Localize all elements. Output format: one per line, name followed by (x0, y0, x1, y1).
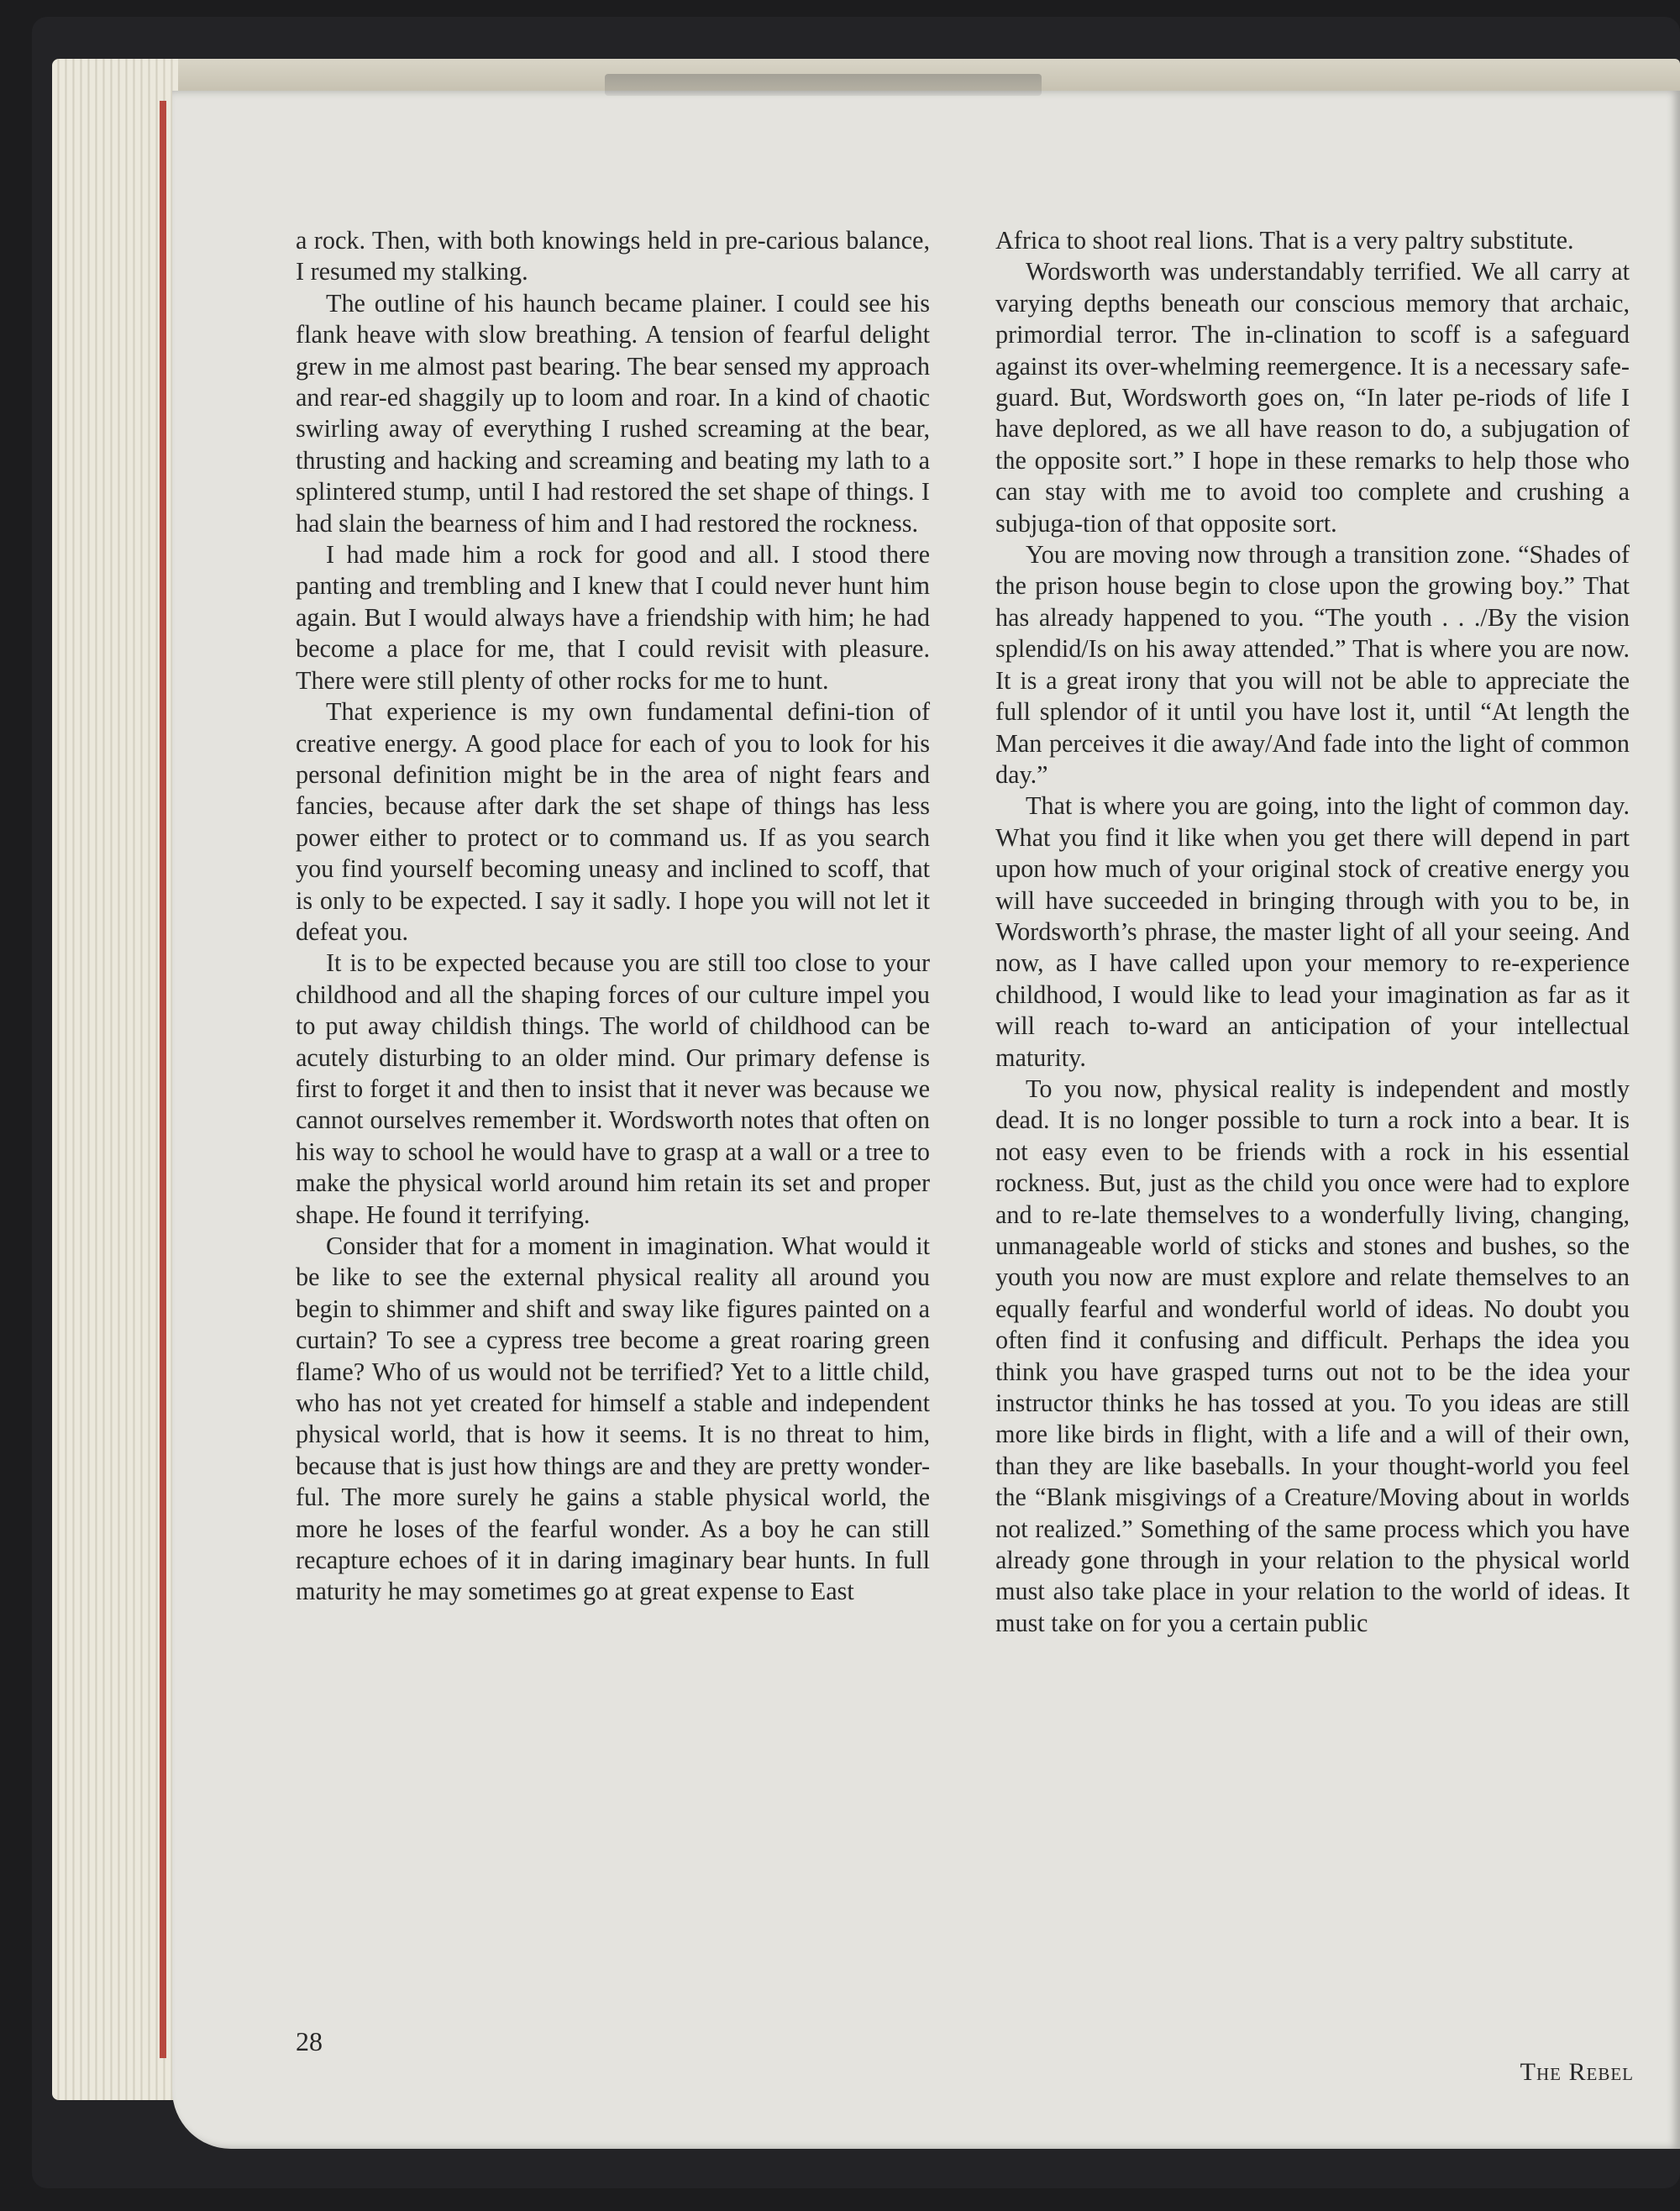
paragraph: To you now, physical reality is independent and mostly dead. It is no longer possible to turn a rock into a bear. It is not easy even to be friends with a rock in his essential rockness. But, just as the child you once were had to explore and to re-late themselves to a wonderfully living, changing, unmanageable world of sticks and stones and bushes, so the youth you now are must explore and relate themselves to an equally fearful and wonderful world of ideas. No doubt you often find it confusing and difficult. Perhaps the idea you think you have grasped turns out not to be the idea your instructor thinks he has tossed at you. To you ideas are still more like birds in flight, with a life and a will of their own, than they are like baseballs. In your thought-world you feel the “Blank misgivings of a Creature/Moving about in worlds not realized.” Something of the same process which you have already gone through in your relation to the physical world must also take place in your relation to the world of ideas. It must take on for you a certain public (995, 1074, 1630, 1637)
left-text-column (296, 225, 930, 1608)
journal-name-footer: The Rebel (1520, 2058, 1634, 2086)
paragraph: Wordsworth was understandably terrified. We all carry at varying depths beneath our conscious memory that archaic, primordial terror. The in-clination to scoff is a safeguard against its over-whelming reemergence. It is a necessary safe-guard. But, Wordsworth goes on, “In later pe-riods of life I have deplored, as we all have reason to do, a subjugation of the opposite sort.” I hope in these remarks to help those who can stay with me to avoid too complete and crushing a subjuga-tion of that opposite sort. (995, 257, 1630, 538)
paragraph: It is to be expected because you are still too close to your childhood and all the shaping forces of our culture impel you to put away childish things. The world of childhood can be acutely disturbing to an older mind. Our primary defense is first to forget it and then to insist that it never was because we cannot ourselves remember it. Wordsworth notes that often on his way to school he would have to grasp at a wall or a tree to make the physical world around him retain its set and proper shape. He found it terrifying. (296, 948, 930, 1229)
paragraph: I had made him a rock for good and all. I stood there panting and trembling and I knew that I could never hunt him again. But I would always have a friendship with him; he had become a place for me, that I could revisit with pleasure. There were still plenty of other rocks for me to hunt. (296, 540, 930, 695)
paragraph: You are moving now through a transition zone. “Shades of the prison house begin to close upon the growing boy.” That has already happened to you. “The youth . . ./By the vision splendid/Is on his away attended.” That is where you are now. It is a great irony that you will not be able to appreciate the full splendor of it until you have lost it, until “At length the Man perceives it die away/And fade into the light of common day.” (995, 540, 1630, 789)
paragraph: That experience is my own fundamental defini-tion of creative energy. A good place for each of you to look for his personal definition might be in the area of night fears and fancies, because after dark the set shape of things has less power either to protect or to command us. If as you search you find yourself becoming uneasy and inclined to scoff, that is only to be expected. I say it sadly. I hope you will not let it defeat you. (296, 697, 930, 946)
running-head-showthrough (605, 74, 1042, 96)
paragraph: a rock. Then, with both knowings held in pre-carious balance, I resumed my stalking. (296, 226, 930, 286)
right-text-column (995, 225, 1630, 1639)
paragraph: Consider that for a moment in imagination. What would it be like to see the external physical reality all around you begin to shimmer and shift and sway like figures painted on a curtain? To see a cypress tree become a great roaring green flame? Who of us would not be terrified? Yet to a little child, who has not yet created for himself a stable and independent physical world, that is how it seems. It is no threat to him, because that is just how things are and they are pretty wonder-ful. The more surely he gains a stable physical world, the more he loses of the fearful wonder. As a boy he can still recapture echoes of it in daring imaginary bear hunts. In full maturity he may sometimes go at great expense to East (296, 1232, 930, 1606)
page-number: 28 (296, 2026, 323, 2056)
paragraph: Africa to shoot real lions. That is a very paltry substitute. (995, 226, 1574, 255)
paragraph: The outline of his haunch became plainer. I could see his flank heave with slow breathing. A tension of fearful delight grew in me almost past bearing. The bear sensed my approach and rear-ed shaggily up to loom and roar. In a kind of chaotic swirling away of everything I rushed screaming at the bear, thrusting and hacking and screaming and beating my lath to a splintered stump, until I had restored the set shape of things. I had slain the bearness of him and I had restored the rockness. (296, 288, 930, 538)
ribbon-edge (160, 101, 166, 2058)
paragraph: That is where you are going, into the light of common day. What you find it like when you get there will depend in part upon how much of your original stock of creative energy you will have succeeded in bringing through with you to be, in Wordsworth’s phrase, the master light of all your seeing. And now, as I have called upon your memory to re-experience childhood, I would like to lead your imagination as far as it will reach to-ward an anticipation of your intellectual maturity. (995, 791, 1630, 1072)
